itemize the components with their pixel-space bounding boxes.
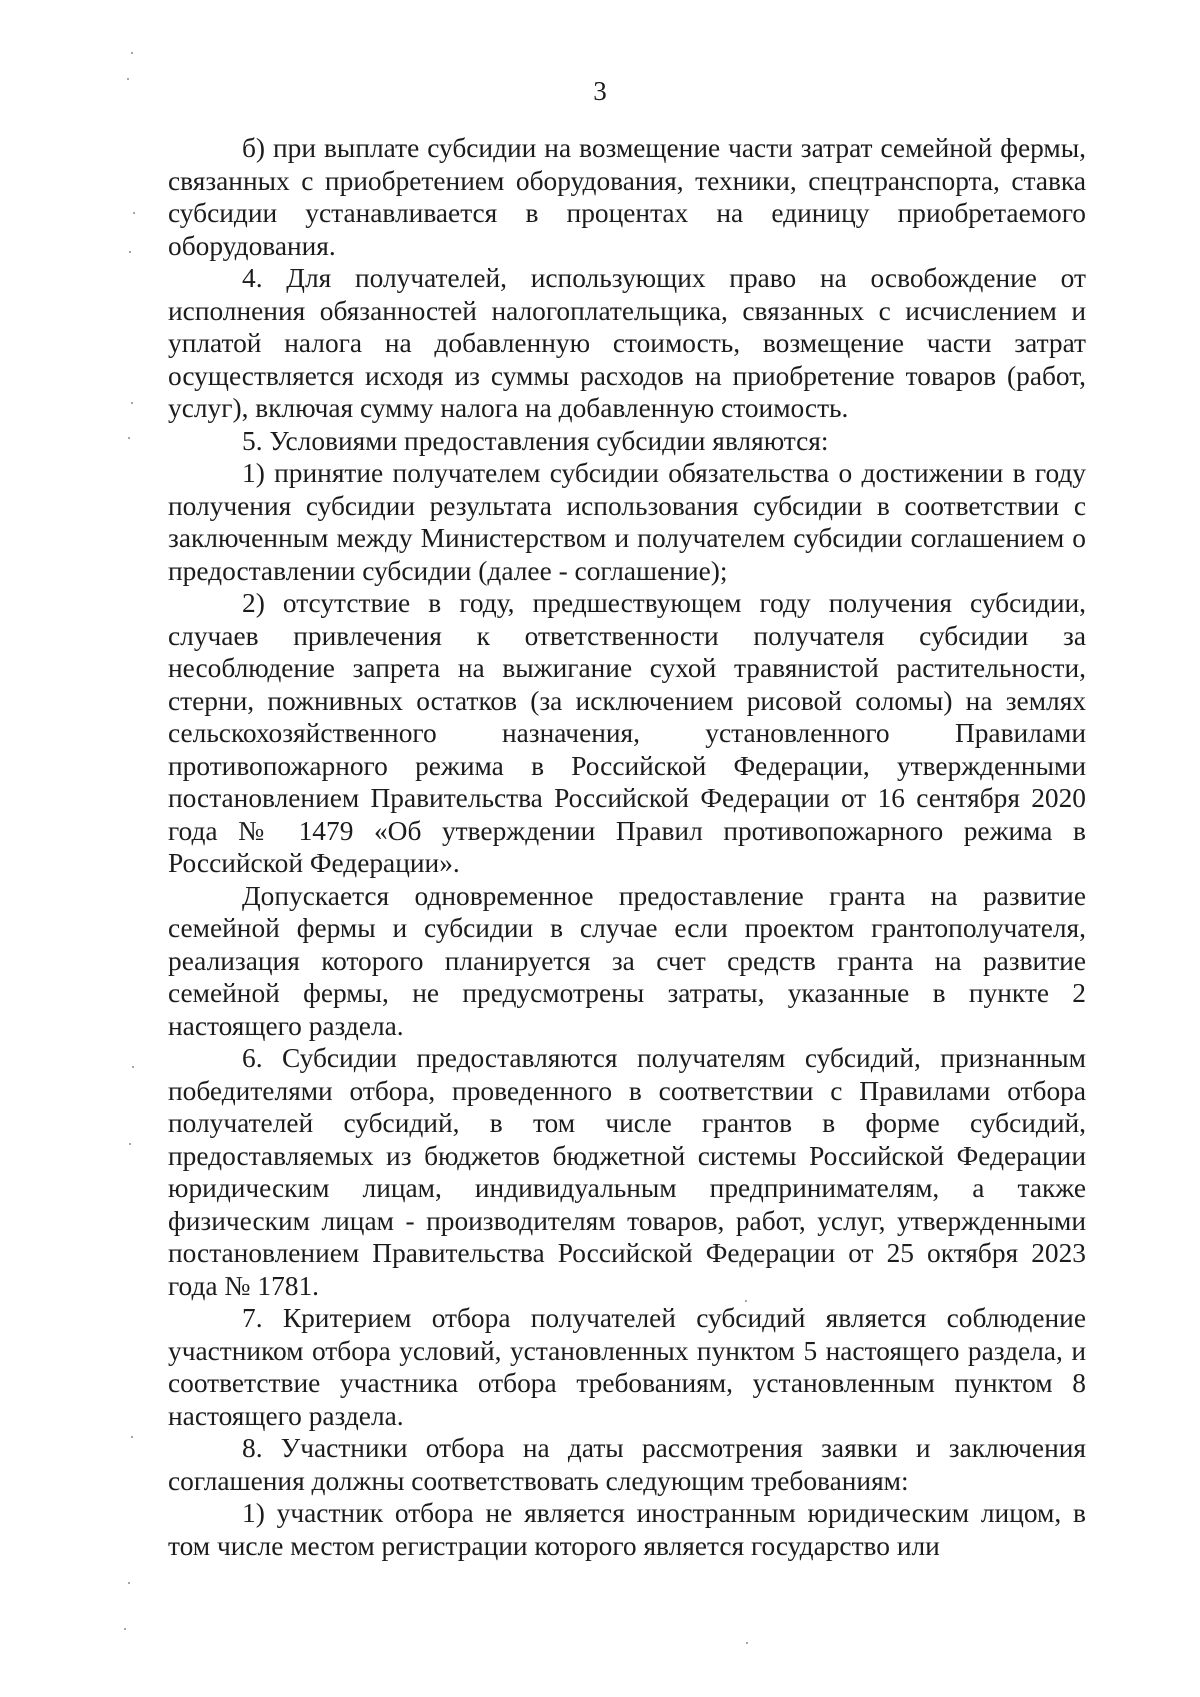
paragraph-4: 4. Для получателей, использующих право на освобождение от исполнения обязанностей налогоплательщика, связанных с исчислением и уплатой налога на добавленную стоимость, возмещение части затрат осуществляется исходя из суммы расходов на приобретение товаров (работ, услуг), включая сумму налога на добавленную стоимость. xyxy=(168,263,1086,423)
scan-artifact xyxy=(131,402,133,404)
scan-artifact xyxy=(746,1642,748,1644)
scan-artifact xyxy=(133,212,135,214)
scan-artifact xyxy=(129,1143,131,1145)
paragraph-5-2: 2) отсутствие в году, предшествующем году получения субсидии, случаев привлечения к ответственности получателя субсидии за несоблюдение запрета на выжигание сухой травянистой растительности, стерни, пожнивных остатков (за исключением рисовой соломы) на землях сельскохозяйственного назначения, установленного Правилами противопожарного режима в Российской Федерации, утвержденными постановлением Правительства Российской Федерации от 16 сентября 2020 года № 1479 «Об утверждении Правил противопожарного режима в Российской Федерации». xyxy=(168,588,1086,878)
scan-artifact xyxy=(128,437,130,439)
paragraph-7: 7. Критерием отбора получателей субсидий является соблюдение участником отбора условий, установленных пунктом 5 настоящего раздела, и соответствие участника отбора требованиям, установленным пунктом 8 настоящего раздела. xyxy=(168,1303,1086,1431)
scan-artifact xyxy=(132,1066,134,1068)
paragraph-6: 6. Субсидии предоставляются получателям субсидий, признанным победителями отбора, проведенного в соответствии с Правилами отбора получателей субсидий, в том числе грантов в форме субсидий, предоставляемых из бюджетов бюджетной системы Российской Федерации юридическим лицам, индивидуальным предпринимателям, а также физическим лицам - производителям товаров, работ, услуг, утвержденными постановлением Правительства Российской Федерации от 25 октября 2023 года № 1781. xyxy=(168,1043,1086,1301)
document-body xyxy=(168,132,1086,1562)
scan-artifact xyxy=(124,1628,126,1630)
scan-artifact xyxy=(131,1436,133,1438)
scan-artifact xyxy=(127,78,129,80)
paragraph-6b: б) при выплате субсидии на возмещение части затрат семейной фермы, связанных с приобретением оборудования, техники, спецтранспорта, ставка субсидии устанавливается в процентах на единицу приобретаемого оборудования. xyxy=(168,133,1086,261)
paragraph-grant-note: Допускается одновременное предоставление гранта на развитие семейной фермы и субсидии в случае если проектом грантополучателя, реализация которого планируется за счет средств гранта на развитие семейной фермы, не предусмотрены затраты, указанные в пункте 2 настоящего раздела. xyxy=(168,880,1086,1041)
paragraph-8: 8. Участники отбора на даты рассмотрения заявки и заключения соглашения должны соответствовать следующим требованиям: xyxy=(168,1433,1086,1496)
paragraph-5: 5. Условиями предоставления субсидии являются: xyxy=(242,425,829,456)
paragraph-5-1: 1) принятие получателем субсидии обязательства о достижении в году получения субсидии результата использования субсидии в соответствии с заключенным между Министерством и получателем субсидии соглашением о предоставлении субсидии (далее - соглашение); xyxy=(168,458,1086,586)
scan-artifact xyxy=(131,52,133,54)
scan-artifact xyxy=(745,1300,747,1302)
page-number: 3 xyxy=(593,76,607,106)
scan-artifact xyxy=(128,1582,130,1584)
scan-artifact xyxy=(129,251,131,253)
paragraph-8-1: 1) участник отбора не является иностранным юридическим лицом, в том числе местом регистрации которого является государство или xyxy=(168,1498,1086,1561)
